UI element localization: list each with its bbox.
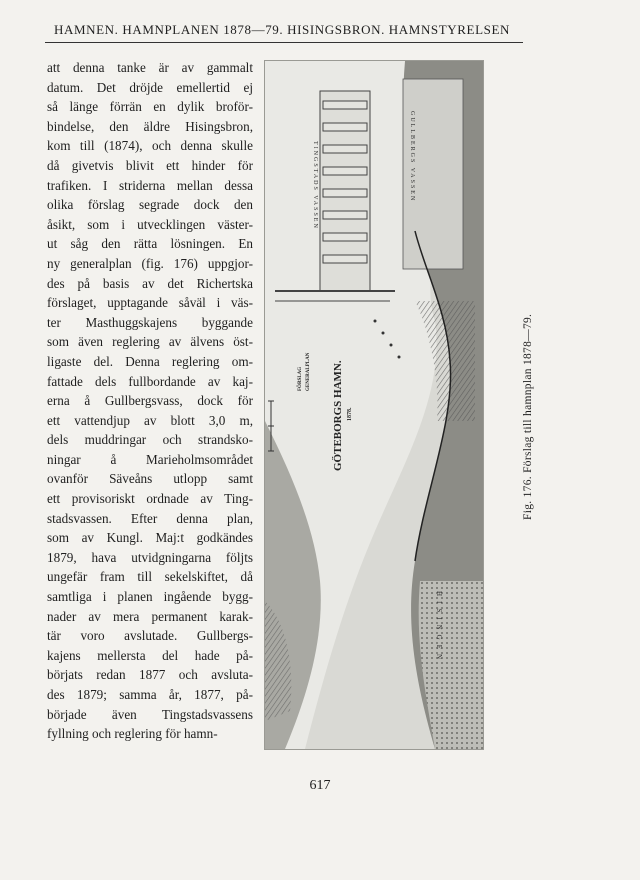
body-text-line: börjats redan 1877 och avsluta- [47,667,253,683]
running-head: HAMNEN. HAMNPLANEN 1878—79. HISINGSBRON. HAMNSTYRELSEN [54,22,510,37]
body-text [47,58,253,744]
body-text-line: förslaget, upptagande såväl i väs- [47,295,253,311]
body-text-line: ungefär fram till sekelskiftet, då [47,569,253,585]
body-text-line: att denna tanke är av gammalt [47,60,253,75]
tingstads-vassen-piers [320,91,370,291]
body-text-line: erna å Gullbergsvass, dock för [47,393,253,409]
harbour-plan-figure [264,60,484,750]
body-text-line: började även Tingstadsvassens [47,706,253,722]
body-text-line: då givetvis blivit ett hinder för [47,157,253,173]
page-number: 617 [309,778,331,793]
body-text-line: samtliga i planen ingående bygg- [47,589,253,605]
body-text-line: ut såg den rätta lösningen. En [47,236,253,252]
header-rule [45,42,523,43]
body-text-line: ligaste del. Denna reglering om- [47,353,253,369]
body-text-line: åsikt, som i utvecklingen väster- [47,216,253,232]
body-text-line: ett provisoriskt ordnade av Ting- [47,491,253,507]
body-text-line: så länge förrän en dylik broför- [47,99,253,115]
body-text-line: ter Masthuggskajens byggande [47,314,253,330]
body-text-line: datum. Det dröjde emellertid ej [47,79,253,95]
body-text-line: des på basis av det Richertska [47,275,253,291]
map-title-year: 1878. [347,407,353,421]
map-label-hisingen: HISINGEN [435,591,443,665]
body-text-line: som av Kungl. Maj:t godkändes [47,530,253,546]
body-text-line: kajens mellersta del hade på- [47,647,253,663]
body-text-line: nader av mera permanent karak- [47,608,253,624]
body-text-line: 1879, hava utvidgningarna följts [47,549,253,565]
body-text-line: stadsvassen. Efter denna plan, [47,510,253,526]
body-text-line: bindelse, den äldre Hisingsbron, [47,118,253,134]
body-text-line: olika förslag segrade dock den [47,197,253,213]
map-title-line1: FÖRSLAG [298,366,303,391]
body-text-line: ny generalplan (fig. 176) uppgjor- [47,255,253,271]
map-title-line2: GENERALPLAN [306,352,311,391]
body-text-line: ningar å Marieholmsområdet [47,451,253,467]
body-text-line: fyllning och reglering för hamn- [47,726,218,742]
body-text-line: som även reglering av älvens öst- [47,334,253,350]
body-text-line: trafiken. I striderna mellan dessa [47,177,253,193]
map-label-tingstads: TINGSTADS VASSEN [312,141,318,230]
map-label-gullbergs: GULLBERGS VASSEN [409,111,415,203]
body-text-line: dels muddringar och strandsko- [47,432,253,448]
body-text-line: tär voro avslutade. Gullbergs- [47,628,253,644]
body-text-line: ovanför Säveåns utlopp samt [47,471,253,487]
body-text-line: ett vattendjup av blott 3,0 m, [47,412,253,428]
body-text-line: des 1879; samma år, 1877, på- [47,687,253,702]
body-text-line: fattade dels fullbordande av kaj- [47,373,253,389]
figure-caption: Fig. 176. Förslag till hamnplan 1878—79. [522,313,534,520]
harbour-map [265,61,483,749]
body-text-line: kom till (1874), och denna skulle [47,138,253,154]
map-title-line3: GÖTEBORGS HAMN. [332,360,344,471]
